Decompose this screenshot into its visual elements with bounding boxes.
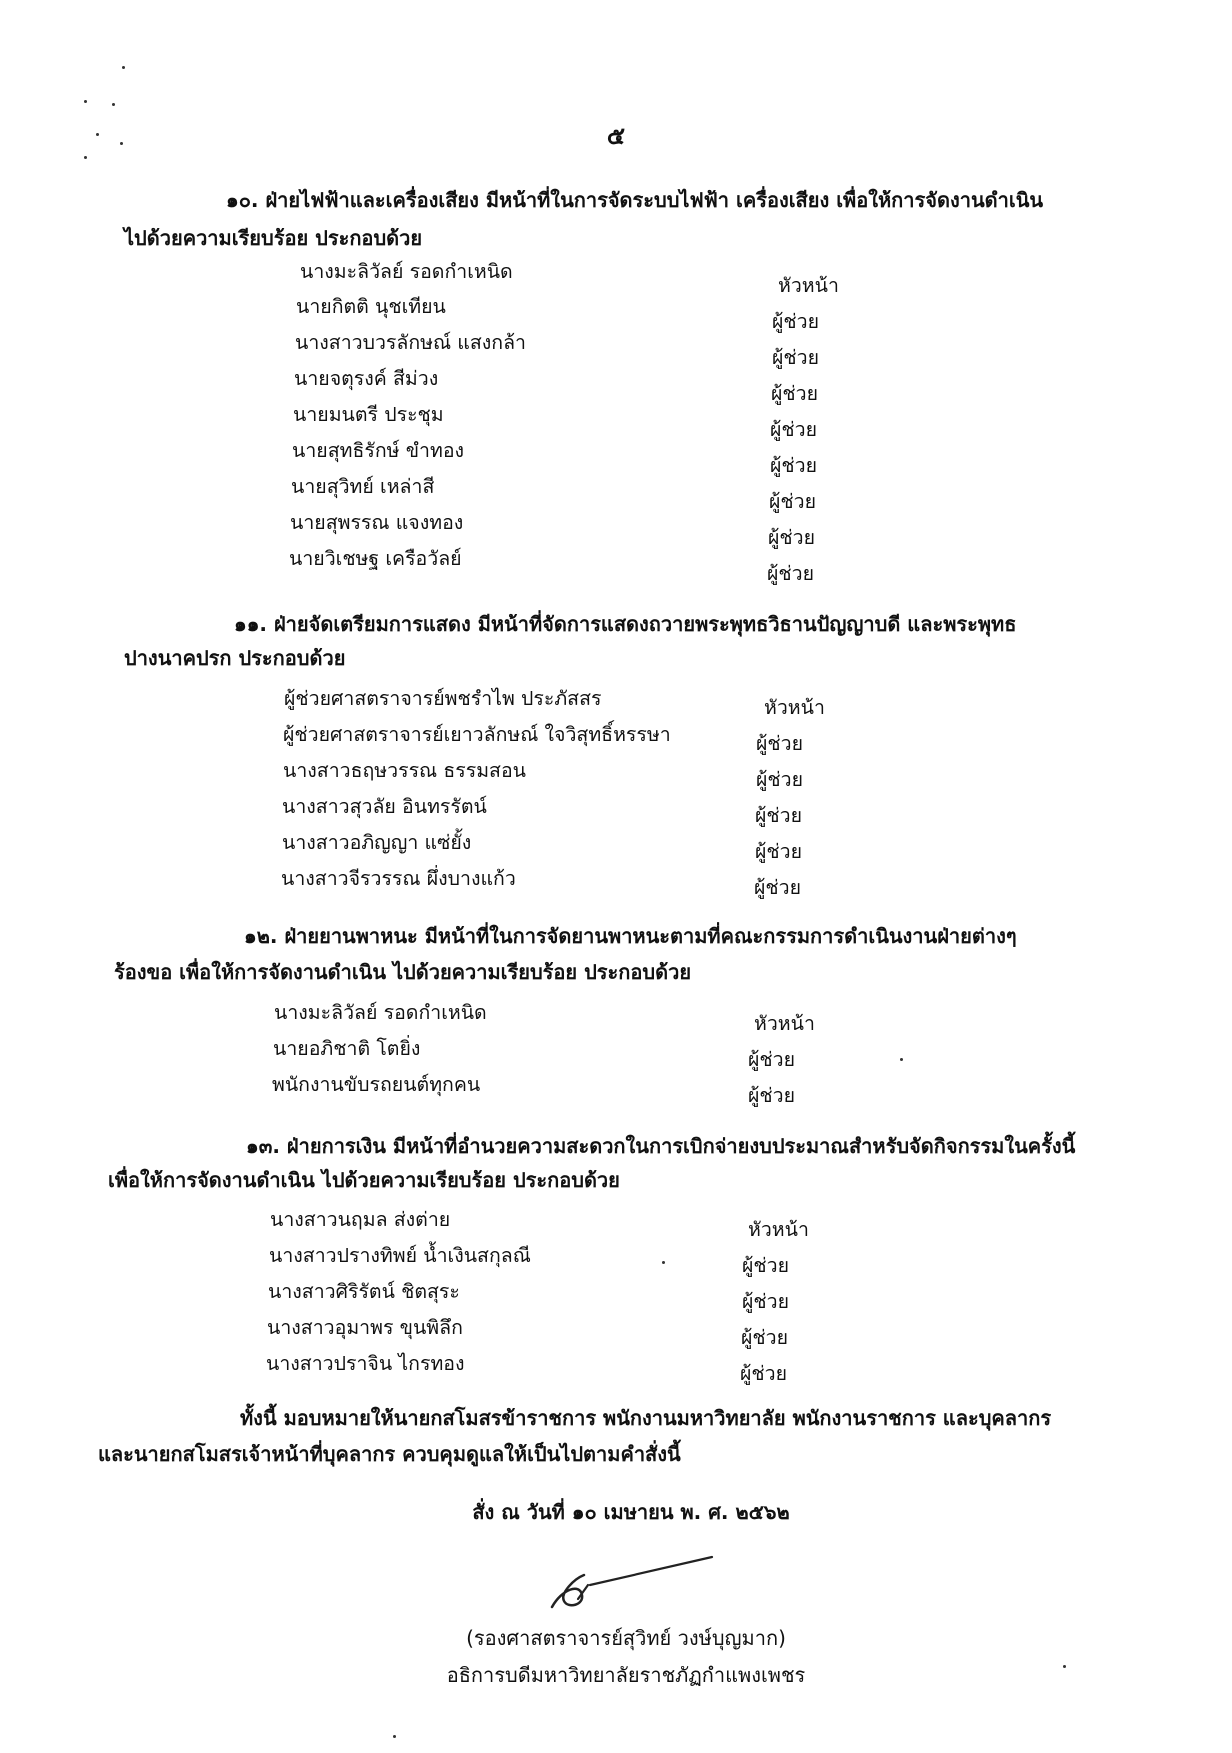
member-name: นางสาวปรางทิพย์ น้ำเงินสกุลณี	[269, 1244, 531, 1267]
member-name: นายสุทธิรักษ์ ขำทอง	[292, 439, 465, 462]
member-name: นายกิตติ นุชเทียน	[296, 295, 446, 318]
member-role: ผู้ช่วย	[740, 1362, 788, 1385]
member-role: ผู้ช่วย	[741, 1326, 789, 1349]
member-role: ผู้ช่วย	[770, 418, 818, 441]
member-role: หัวหน้า	[778, 274, 839, 297]
member-name: นายสุพรรณ แจงทอง	[290, 511, 464, 534]
member-role: ผู้ช่วย	[754, 876, 802, 899]
scan-speck	[393, 1735, 396, 1738]
section-11-heading-cont: ปางนาคปรก ประกอบด้วย	[124, 646, 346, 670]
member-name: นายอภิชาติ โตยิ่ง	[273, 1037, 421, 1060]
member-name: นายจตุรงค์ สีม่วง	[294, 367, 439, 390]
member-name: ผู้ช่วยศาสตราจารย์เยาวลักษณ์ ใจวิสุทธิ์หรรษา	[283, 723, 671, 746]
member-name: พนักงานขับรถยนต์ทุกคน	[272, 1073, 481, 1096]
member-name: นางสาวนฤมล ส่งต่าย	[270, 1208, 451, 1231]
section-10-heading: ๑๐. ฝ่ายไฟฟ้าและเครื่องเสียง มีหน้าที่ในการจัดระบบไฟฟ้า เครื่องเสียง เพื่อให้การจัดงานดำเนิน	[226, 188, 1044, 212]
section-12-heading: ๑๒. ฝ่ายยานพาหนะ มีหน้าที่ในการจัดยานพาหนะตามที่คณะกรรมการดำเนินงานฝ่ายต่างๆ	[244, 924, 1017, 948]
member-role: ผู้ช่วย	[772, 346, 820, 369]
member-name: นางมะลิวัลย์ รอดกำเหนิด	[300, 260, 513, 283]
member-role: ผู้ช่วย	[771, 382, 819, 405]
member-role: หัวหน้า	[754, 1012, 815, 1035]
member-role: ผู้ช่วย	[755, 804, 803, 827]
member-role: ผู้ช่วย	[756, 768, 804, 791]
member-role: หัวหน้า	[748, 1218, 809, 1241]
member-name: ผู้ช่วยศาสตราจารย์พชรำไพ ประภัสสร	[284, 687, 602, 710]
member-name: นายมนตรี ประชุม	[293, 403, 444, 426]
member-name: นางมะลิวัลย์ รอดกำเหนิด	[274, 1001, 487, 1024]
member-role: ผู้ช่วย	[770, 454, 818, 477]
member-role: ผู้ช่วย	[742, 1254, 790, 1277]
signatory-title: อธิการบดีมหาวิทยาลัยราชภัฏกำแพงเพชร	[446, 1663, 806, 1687]
member-name: นางสาวจีรวรรณ ผึ่งบางแก้ว	[281, 867, 516, 890]
closing-paragraph: ทั้งนี้ มอบหมายให้นายกสโมสรข้าราชการ พนักงานมหาวิทยาลัย พนักงานราชการ และบุคลากร	[240, 1406, 1052, 1430]
section-11-heading: ๑๑. ฝ่ายจัดเตรียมการแสดง มีหน้าที่จัดการแสดงถวายพระพุทธวิธานปัญญาบดี และพระพุทธ	[234, 612, 1017, 636]
scan-speck	[662, 1261, 665, 1264]
member-role: หัวหน้า	[764, 696, 825, 719]
section-13-heading-cont: เพื่อให้การจัดงานดำเนิน ไปด้วยความเรียบร้อย ประกอบด้วย	[108, 1168, 620, 1192]
scan-speck	[84, 100, 87, 103]
section-12-heading-cont: ร้องขอ เพื่อให้การจัดงานดำเนิน ไปด้วยความเรียบร้อย ประกอบด้วย	[114, 960, 692, 984]
scan-speck	[1063, 1665, 1066, 1668]
member-name: นายสุวิทย์ เหล่าสี	[291, 475, 435, 498]
member-name: นางสาวธฤษวรรณ ธรรมสอน	[283, 759, 526, 782]
member-role: ผู้ช่วย	[756, 732, 804, 755]
scan-speck	[112, 103, 115, 106]
member-name: นางสาวศิริรัตน์ ชิตสุระ	[268, 1280, 460, 1303]
member-name: นางสาวสุวลัย อินทรรัตน์	[282, 795, 487, 818]
member-role: ผู้ช่วย	[769, 490, 817, 513]
member-role: ผู้ช่วย	[748, 1084, 796, 1107]
member-role: ผู้ช่วย	[755, 840, 803, 863]
member-name: นายวิเชษฐ เครือวัลย์	[289, 547, 462, 570]
member-name: นางสาวอุมาพร ขุนพิลึก	[267, 1316, 463, 1339]
member-role: ผู้ช่วย	[767, 562, 815, 585]
scan-speck	[122, 66, 125, 69]
member-name: นางสาวบวรลักษณ์ แสงกล้า	[295, 331, 527, 354]
page-number: ๕	[606, 122, 626, 150]
member-name: นางสาวอภิญญา แซ่ยั้ง	[282, 831, 472, 854]
member-role: ผู้ช่วย	[748, 1048, 796, 1071]
section-10-heading-cont: ไปด้วยความเรียบร้อย ประกอบด้วย	[124, 226, 423, 250]
signature	[540, 1545, 720, 1615]
section-13-heading: ๑๓. ฝ่ายการเงิน มีหน้าที่อำนวยความสะดวกในการเบิกจ่ายงบประมาณสำหรับจัดกิจกรรมในครั้งนี้	[246, 1134, 1076, 1158]
scan-speck	[900, 1058, 903, 1061]
scan-speck	[84, 156, 87, 159]
member-role: ผู้ช่วย	[772, 310, 820, 333]
signatory-name: (รองศาสตราจารย์สุวิทย์ วงษ์บุญมาก)	[466, 1626, 786, 1650]
member-role: ผู้ช่วย	[768, 526, 816, 549]
order-date: สั่ง ณ วันที่ ๑๐ เมษายน พ. ศ. ๒๕๖๒	[472, 1500, 790, 1524]
member-role: ผู้ช่วย	[742, 1290, 790, 1313]
member-name: นางสาวปราจิน ไกรทอง	[266, 1352, 465, 1375]
closing-paragraph-cont: และนายกสโมสรเจ้าหน้าที่บุคลากร ควบคุมดูแลให้เป็นไปตามคำสั่งนี้	[98, 1442, 681, 1466]
